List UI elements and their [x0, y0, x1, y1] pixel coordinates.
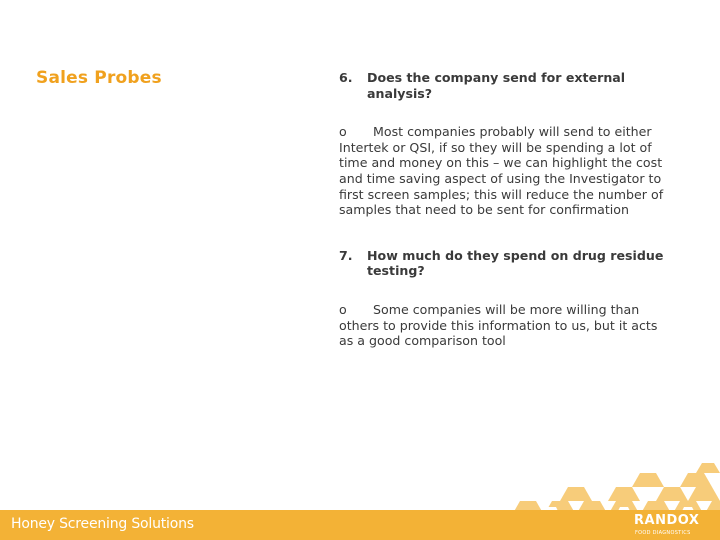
question-number: 7. — [339, 247, 353, 263]
question-number: 6. — [339, 70, 353, 85]
hexagon-shape — [680, 473, 712, 487]
question-6 — [339, 70, 669, 101]
randox-logo — [634, 513, 714, 539]
questions-list — [339, 70, 669, 349]
logo-wordmark: RANDOX — [634, 513, 700, 528]
question-text: Does the company send for external analysis? — [367, 70, 626, 101]
answer-text: Most companies probably will send to either Intertek or QSI, if so they will be spending a lot of time and money on this – we can highlight the cost and time saving aspect of using the Investigator to first screen samples; this will reduce the number of samples that need to be sent for confirmation — [339, 124, 664, 218]
hexagon-cell — [640, 493, 656, 501]
answer-7 — [339, 302, 669, 349]
hexagon-shape — [696, 463, 720, 473]
bullet-marker: o — [339, 301, 347, 317]
question-text: How much do they spend on drug residue testing? — [367, 247, 664, 279]
hexagon-shape — [656, 487, 688, 501]
question-7 — [339, 248, 669, 279]
hexagon-shape — [688, 487, 720, 501]
bullet-marker: o — [339, 124, 347, 140]
honeycomb-decoration — [480, 455, 720, 515]
hexagon-shape — [560, 487, 592, 501]
hexagon-shape — [632, 473, 664, 487]
slide-title: Sales Probes — [36, 68, 162, 88]
footer-title: Honey Screening Solutions — [11, 516, 194, 532]
answer-6 — [339, 124, 669, 218]
hexagon-shape — [608, 487, 640, 501]
logo-tagline: FOOD DIAGNOSTICS — [635, 530, 691, 536]
answer-text: Some companies will be more willing than others to provide this information to us, but it acts as a good comparison tool — [339, 301, 658, 349]
